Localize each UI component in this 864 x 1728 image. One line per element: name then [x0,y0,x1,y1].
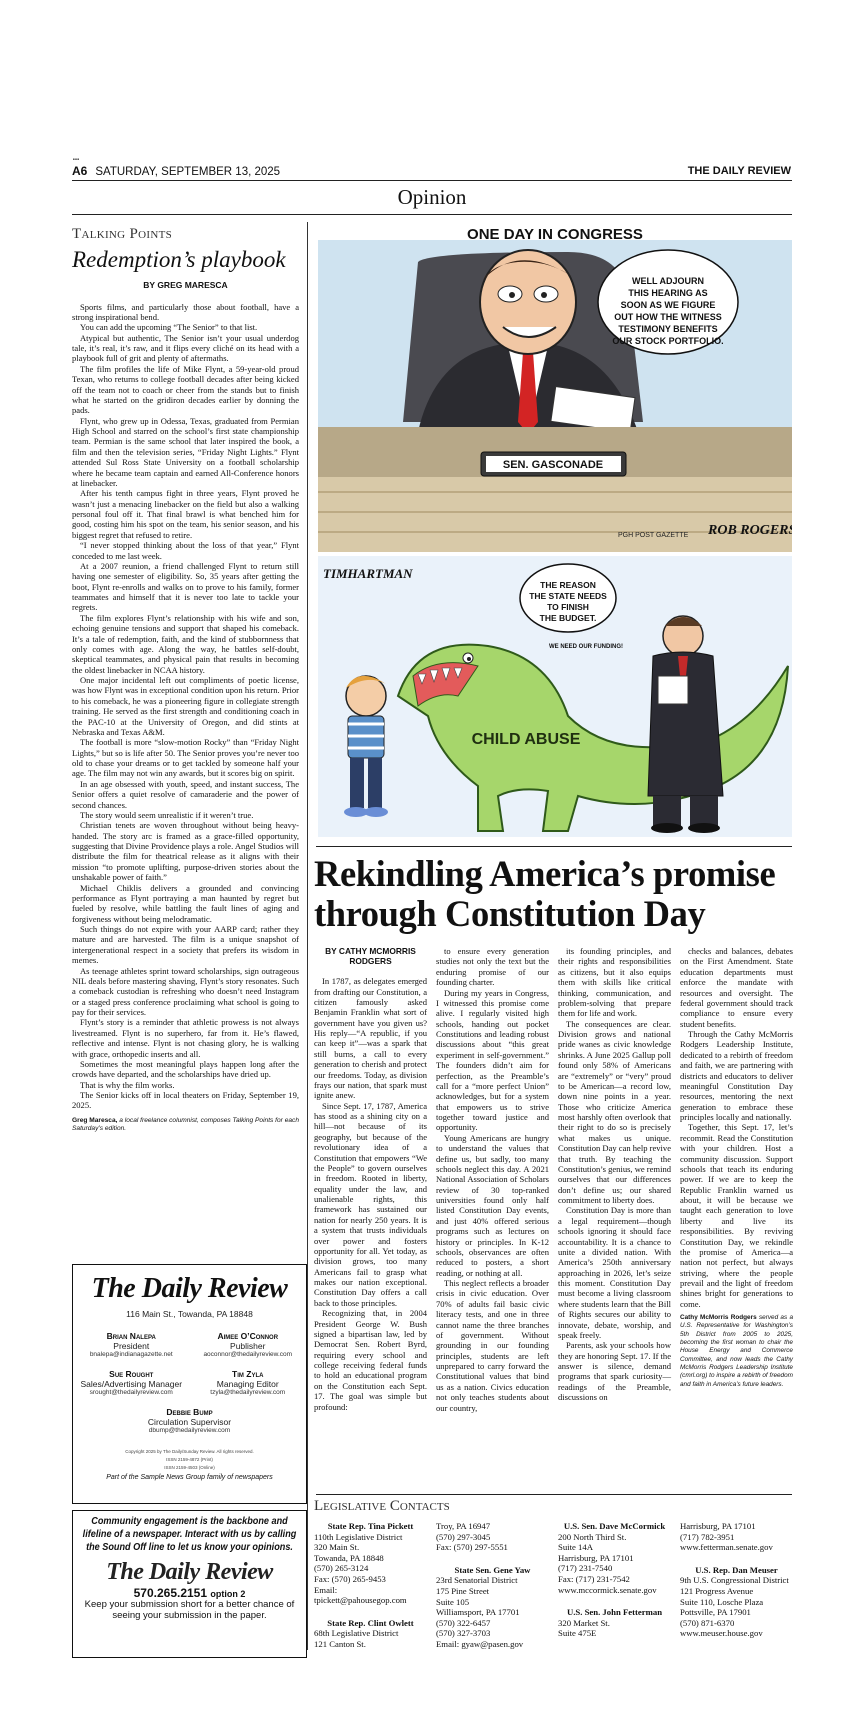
sound-off-logo: The Daily Review [106,1558,273,1585]
legislative-rule [316,1494,792,1495]
staff-entry [73,1331,190,1358]
contact-line: 200 North Third St. [558,1531,627,1542]
story-column-4 [680,946,793,1413]
cartoon-creature-label: CHILD ABUSE [471,731,581,748]
story-column-3 [558,946,671,1413]
paragraph: to ensure every generation studies not only the text but the enduring promise of our founding charter. [436,946,549,988]
contact-line: Suite 14A [558,1542,593,1553]
paragraph: Flynt, who grew up in Odessa, Texas, graduated from Permian High School and starred on the school’s first state championship team. Permian is the same school that later inspired the book, a film and then the television series, “Friday Night Lights.” Flynt attended Sul Ross State University on a football scholarship where he became team captain and earned All-Conference honors at linebacker. [72,415,299,488]
sound-off-note: Keep your submission short for a better chance of seeing your submission in the paper. [84,1598,295,1621]
paragraph: Such things do not expire with your AARP card; rather they mature and are harvested. The film is a unique snapshot of intergenerational respect in a society that prefers its wisdom in memes. [72,924,299,966]
svg-text:TO FINISH: TO FINISH [547,602,589,612]
section-title: Opinion [397,185,467,209]
paragraph: The story would seem unrealistic if it weren’t true. [80,809,254,820]
story-bio-text: served as a U.S. Representative for Washington’s 5th District from 2005 to 2025, becoming the first woman to chair the House Energy and Commerce Committee, and now leads the Cathy McMorris Rodgers Leadership Institute (cmrl.org) to inspire a rebirth of freedom and faith in America’s future leaders. [680,1314,793,1388]
paragraph: The consequences are clear. Division grows and national pride wanes as civic knowledge shrinks. A June 2025 Gallup poll found only 58% of Americans are “extremely” or “very” proud to be American—a record low, down nine points in a year. Those who criticize America most harshly often overlook that their right to do so is precisely what makes us unique. Constitution Day can help revive that truth. By teaching the Constitution’s genius, we remind ourselves that our differences don’t define us; our shared commitment to liberty does. [558,1018,672,1205]
legislative-column-4 [680,1521,793,1650]
column-kicker: Talking Points [72,226,173,242]
contact-line: (717) 782-3951 [680,1531,735,1542]
paragraph: The film profiles the life of Mike Flynt, a 59-year-old proud Texan, who returns to college football decades after being kicked off the team not to coach or cheer from the stands but to finish what he started on the gridiron decades earlier by donning the pads. [72,363,299,416]
staff-email[interactable]: aoconnor@thedailyreview.com [203,1351,293,1358]
section-rule [72,214,792,215]
paragraph: In 1787, as delegates emerged from drafting our Constitution, a citizen famously asked Benjamin Franklin what sort of government have you given us? His reply—“A republic, if you can keep it”—was a spark that still burns, a call to every generation to cherish and protect our freedoms. Today, as division frays our nation, that spark must ignite anew. [314,976,427,1101]
masthead-logo: The Daily Review [91,1273,288,1304]
story-bio [680,1314,793,1389]
issn-online: ISSN 2159-4503 (Online) [164,1465,215,1471]
legislator-name: U.S. Rep. Dan Meuser [695,1564,778,1575]
masthead-address: 116 Main St., Towanda, PA 18848 [126,1309,253,1319]
paragraph: The football is more “slow-motion Rocky” than “Friday Night Lights,” but so is life after 50. The Senior proves you’re never too old to chase your dreams or to get tackled by someone half your age. The film may not win any awards, but it scores big on spirit. [72,737,299,779]
column-bio [72,1117,299,1134]
contact-line: 68th Legislative District [314,1628,399,1639]
legislator-name: U.S. Sen. John Fetterman [566,1607,663,1618]
column-headline: Redemption’s playbook [72,247,286,272]
paragraph: Atypical but authentic, The Senior isn’t your usual underdog tale, it’s real, it’s raw, and it flips every cliché on its head with a playbook full of grit and plenty of aftermaths. [72,332,299,364]
talking-points-column [72,226,299,1134]
paragraph: “I never stopped thinking about the loss of that year,” Flynt conceded to me last week. [72,540,299,561]
staff-name: Tim Zyla [232,1369,264,1379]
paragraph: Together, this Sept. 17, let’s recommit. Read the Constitution with your children. Host a community discussion. Support schools that teach its enduring power. If we are to keep the Republic Franklin warned us about, it will be because we taught each generation to love liberty and live its responsibilities. By reviving Constitution Day, we rekindle the promise of America—a nation not perfect, but always striving, where the people prevail and the light of freedom shines bright for generations to come. [680,1122,793,1309]
contact-line: (570) 871-6370 [680,1617,735,1628]
story-top-rule [316,846,792,847]
paragraph: Through the Cathy McMorris Rodgers Leadership Institute, dedicated to a rebirth of freedom and faith, we are partnering with districts and educators to deliver meaningful Constitution Day resources, mentoring the next generation to embrace these principles locally and nationally. [680,1029,793,1122]
staff-entry [73,1407,306,1434]
legislative-column-3 [558,1521,671,1650]
contact-line: Pottsville, PA 17901 [680,1607,751,1618]
svg-text:OUT HOW THE WITNESS: OUT HOW THE WITNESS [614,312,722,322]
contact-line: Troy, PA 16947 [436,1521,491,1531]
column-body [72,302,299,1111]
paragraph: Michael Chiklis delivers a grounded and convincing performance as Flynt portraying a man haunted by regret but fueled by resolve, while battling the fault lines of aging and forgiveness without being melodramatic. [72,882,299,924]
staff-title: Sales/Advertising Manager [80,1379,183,1389]
staff-directory [73,1331,306,1434]
bio-name: Greg Maresca, [72,1116,118,1124]
svg-text:WELL ADJOURN: WELL ADJOURN [632,276,704,286]
page-header-left [72,164,280,178]
svg-text:TESTIMONY BENEFITS: TESTIMONY BENEFITS [618,324,718,334]
legislative-column-2 [436,1521,549,1650]
cartoon-child-abuse-drawing [318,556,792,837]
svg-text:THE REASON: THE REASON [540,580,596,590]
paragraph: That is why the film works. [80,1079,175,1090]
sound-off-box [72,1510,307,1658]
contact-line: 175 Pine Street [436,1586,490,1597]
paragraph: During my years in Congress, I witnessed this promise come alive. I regularly visited high schools, handing out pocket Constitutions and leading robust discussions about “this great experiment in self-government.” The founders didn’t aim for perfection, as the Preamble’s call for a “more perfect Union” acknowledges, but for a system that empowers us to strive together toward justice and opportunity. [436,987,549,1133]
story-column-3-text [558,946,671,1403]
contact-line: Harrisburg, PA 17101 [558,1552,634,1563]
paragraph: The film explores Flynt’s relationship with his wife and son, echoing genuine tensions and support that shaped his comeback. It’s a tale of redemption, faith, and the kind of stubbornness that only comes with age. Along the way, he battles self-doubt, skeptical teammates, and physical pain that results in becoming the oldest linebacker in NCAA history. [72,612,299,675]
issn-print: ISSN 2159-4872 (Print) [166,1457,213,1463]
cartoon-title: ONE DAY IN CONGRESS [467,226,643,243]
staff-name: Debbie Bump [166,1407,213,1417]
paragraph: its founding principles, and their rights and responsibilities as citizens, but it also equips them with skills like critical thinking, communication, and problem-solving that prepare them for life and work. [558,946,671,1019]
cartoon-credit: PGH POST GAZETTE [618,532,689,539]
paragraph: Sports films, and particularly those about football, have a strong inspirational bend. [72,301,299,322]
paragraph: Recognizing that, in 2004 President George W. Bush signed a bipartisan law, led by Democrat Sen. Robert Byrd, requiring every school and college receiving federal funds to hold an educational program on the Constitution each Sept. 17. The goal was simple but profound: [314,1308,427,1412]
svg-text:TIMHARTMAN: TIMHARTMAN [323,566,413,581]
paragraph: At a 2007 reunion, a friend challenged Flynt to return still having one semester of eligibility. So, 35 years after getting the boot, Flynt re-enrolls and walks on to prove to his family, former teammates and himself that it is never too late to tackle your regrets. [72,560,299,613]
contact-line: Fax: (570) 265-9453 [314,1574,386,1585]
paper-name: THE DAILY REVIEW [687,165,791,177]
page-number: • • • A6 [72,164,87,178]
contact-line: (570) 327-3703 [436,1628,491,1639]
paragraph: In an age obsessed with youth, speed, and instant success, The Senior offers a quiet resolve of camaraderie and the power of second chances. [72,778,299,810]
cartoon-congress-drawing [318,222,792,552]
staff-email[interactable]: srought@thedailyreview.com [89,1389,173,1396]
story-column-2-text [436,946,549,1413]
paragraph: Parents, ask your schools how they are honoring Sept. 17. If the answer is silence, demand programs that spark curiosity—readings of the Preamble, discussions on [558,1340,671,1403]
contact-link[interactable]: www.fetterman.senate.gov [680,1542,773,1553]
copyright-text: Copyright 2025 by The Daily/Sunday Review. All rights reserved. [125,1449,254,1454]
contact-line: Fax: (570) 297-5551 [436,1542,508,1553]
contact-line: 23rd Senatorial District [436,1575,518,1586]
contact-line: Williamsport, PA 17701 [436,1607,520,1618]
story-body [314,946,794,1413]
legislator-name: State Rep. Tina Pickett [327,1521,414,1531]
story-byline: BY CATHY MCMORRIS RODGERS [325,946,416,967]
contact-line: 320 Market St. [558,1617,610,1628]
story-column-2 [436,946,549,1413]
staff-title: President [113,1341,150,1351]
contact-line: Towanda, PA 18848 [314,1552,384,1563]
contact-line: (570) 322-6457 [436,1617,491,1628]
contact-line: (570) 297-3045 [436,1531,491,1542]
staff-email[interactable]: bnalepa@indianagazette.net [89,1351,173,1358]
contact-line: 121 Canton St. [314,1639,366,1650]
svg-text:THIS HEARING AS: THIS HEARING AS [628,288,708,298]
legislator-name: State Sen. Gene Yaw [454,1564,531,1575]
contact-line: Suite 105 [436,1596,470,1607]
story-column-1 [314,946,427,1413]
contact-line: Suite 475E [558,1628,597,1639]
contact-line: 320 Main St. [314,1542,360,1553]
sound-off-text: Community engagement is the backbone and lifeline of a newspaper. Interact with us by calling the Sound Off line to let us know your opinions. [82,1516,297,1554]
contact-line: 110th Legislative District [314,1531,403,1542]
contact-link[interactable]: Email: gyaw@pasen.gov [436,1639,524,1650]
masthead-box [72,1264,307,1504]
staff-email[interactable]: dbump@thedailyreview.com [148,1427,231,1434]
paragraph: Flynt’s story is a reminder that athletic prowess is not always livestreamed. Flynt is no superhero, far from it. He’s flawed, reflective and intense. Flynt is not chasing glory, he is walking with grace, orthopedic inserts and all. [72,1017,299,1059]
bio-text: a local freelance columnist, composes Talking Points for each Saturday’s edition. [72,1116,299,1133]
legislative-column-1 [314,1521,427,1650]
header-rule [72,180,792,181]
legislative-contacts [314,1521,794,1650]
contact-line: Suite 110, Losche Plaza [680,1596,764,1607]
editorial-cartoon-child-abuse [318,556,792,837]
staff-title: Circulation Supervisor [147,1417,232,1427]
contact-link[interactable]: www.meuser.house.gov [680,1628,763,1639]
paragraph: As teenage athletes sprint toward scholarships, sign outrageous NIL deals before mastering shaving, Flynt’s story resonates. Such a comeback custodian is refreshing who doesn’t need Instagram or a staged press conference proclaiming what school is going to pay for their services. [72,965,299,1018]
copyright-block [73,1448,306,1472]
contact-line: (717) 231-7540 [558,1563,613,1574]
contact-link[interactable]: www.mccormick.senate.gov [558,1584,657,1595]
cartoon-nameplate: SEN. GASCONADE [502,459,604,471]
contact-line: (570) 265-3124 [314,1563,369,1574]
story-column-1-text [314,976,427,1412]
editorial-cartoon-congress [318,222,792,552]
svg-text:THE BUDGET.: THE BUDGET. [539,613,597,623]
sound-off-phone[interactable] [73,1586,306,1600]
staff-name: Brian Nalepa [106,1331,156,1341]
newspaper-family: Part of the Sample News Group family of newspapers [106,1474,273,1482]
paragraph: Since Sept. 17, 1787, America has stood as a shining city on a hill—not because of its geography, but because of the revolutionary idea of a Constitution that empowers “We the People” to govern ourselves in freedom. Rooted in liberty, equality under the law, and unalienable rights, this framework has sustained our nation for nearly 250 years. It is a system that trusts individuals over power and fosters opportunity for all. Yet today, as division grows, too many Americans fail to grasp what makes our nation exceptional. Constitution Day offers a call back to those principles. [314,1100,427,1308]
legislator-name: State Rep. Clint Owlett [327,1617,414,1628]
svg-text:OUR STOCK PORTFOLIO.: OUR STOCK PORTFOLIO. [612,336,724,346]
legislator-name: U.S. Sen. Dave McCormick [563,1521,666,1531]
story-column-4-text [680,946,793,1309]
staff-name: Aimee O’Connor [217,1331,279,1341]
svg-text:THE STATE NEEDS: THE STATE NEEDS [529,591,607,601]
contact-line: 121 Progress Avenue [680,1586,754,1597]
staff-name: Sue Rought [109,1369,154,1379]
column-byline: BY GREG MARESCA [143,279,228,290]
paragraph: One major incidental left out compliments of poetic license, was how Flynt was in exceptional condition upon his return. Prior to his comeback, he was a pioneering figure in collegiate strength training. He served as the first strength and conditioning coach in the PAC-10 at the University of Oregon, and did stints at Nebraska and Texas A&M. [72,675,299,737]
staff-title: Publisher [230,1341,266,1351]
legislative-title: Legislative Contacts [314,1498,450,1514]
phone-number: 570.265.2151 [133,1585,208,1600]
story-bio-name: Cathy McMorris Rodgers [680,1314,757,1322]
paragraph: Sometimes the most meaningful plays happen long after the crowds have departed, and the scholarships have dried up. [72,1058,299,1080]
contact-line: 9th U.S. Congressional District [680,1575,789,1586]
paragraph: Christian tenets are woven throughout without being heavy-handed. The story arc is framed as a grace-filled opportunity, suggesting that Divine Providence plays a role. Angel Studios will distribute the film for theatrical release as it aligns with their mission “to promote uplifting, purpose-driven stories about the unshakable power of faith.” [72,820,299,883]
paragraph: You can add the upcoming “The Senior” to that list. [80,322,258,333]
paragraph: The Senior kicks off in local theaters on Friday, September 19, 2025. [72,1090,299,1111]
story-headline: Rekindling America’s promise through Constitution Day [314,853,776,935]
staff-entry [190,1369,307,1396]
contact-link[interactable]: Email: tpickett@pahousegop.com [314,1584,407,1606]
staff-entry [73,1369,190,1396]
issue-date: SATURDAY, SEPTEMBER 13, 2025 [95,166,281,178]
staff-email[interactable]: tzyla@thedailyreview.com [210,1389,286,1396]
cartoon-signature: ROB ROGERS [708,523,792,538]
phone-option: option 2 [210,1588,246,1599]
column-divider [307,222,308,1650]
staff-title: Managing Editor [216,1379,279,1389]
paragraph: Young Americans are hungry to understand the values that define us, but sadly, too many schools neglect this day. A 2021 National Association of Scholars review of 30 top-ranked universities found only half listed Constitution Day events, and just 40% offered serious programs such as lectures on history or principles. In K-12 schools, observances are often reduced to posters, a short reading, or nothing at all. [436,1132,549,1278]
svg-text:SOON AS WE FIGURE: SOON AS WE FIGURE [620,300,716,310]
contact-line: Fax: (717) 231-7542 [558,1574,630,1585]
paragraph: checks and balances, debates on the First Amendment. State education departments must enforce the mandate with resources and oversight. The federal government should track compliance to ensure every student benefits. [680,946,793,1029]
svg-text:WE NEED OUR FUNDING!: WE NEED OUR FUNDING! [549,644,623,650]
paragraph: This neglect reflects a broader crisis in civic education. Over 70% of adults fail basic civic literacy tests, and one in three cannot name the three branches of government. Without grounding in our founding principles, students are left unprepared to carry forward the Constitutional values that bind us as a nation. Civics education not only teaches students about our country, [436,1278,549,1413]
staff-entry [190,1331,307,1358]
contact-line: Harrisburg, PA 17101 [680,1521,756,1531]
paragraph: Constitution Day is more than a legal requirement—though schools ignoring it should face accountability. It is a chance to unite a divided nation. With America’s 250th anniversary approaching in 2026, let’s seize this moment. Constitution Day must become a living classroom where students learn that the Bill of Rights secures our ability to innovate, debate, worship, and speak freely. [558,1205,671,1340]
paragraph: After his tenth campus fight in three years, Flynt proved he wasn’t just a menacing linebacker on the field but also a walking personal foul off it. That final brawl is what benched him for good, costing him his spot on the team, his senior season, and his biggest regret that refused to retire. [72,488,299,540]
